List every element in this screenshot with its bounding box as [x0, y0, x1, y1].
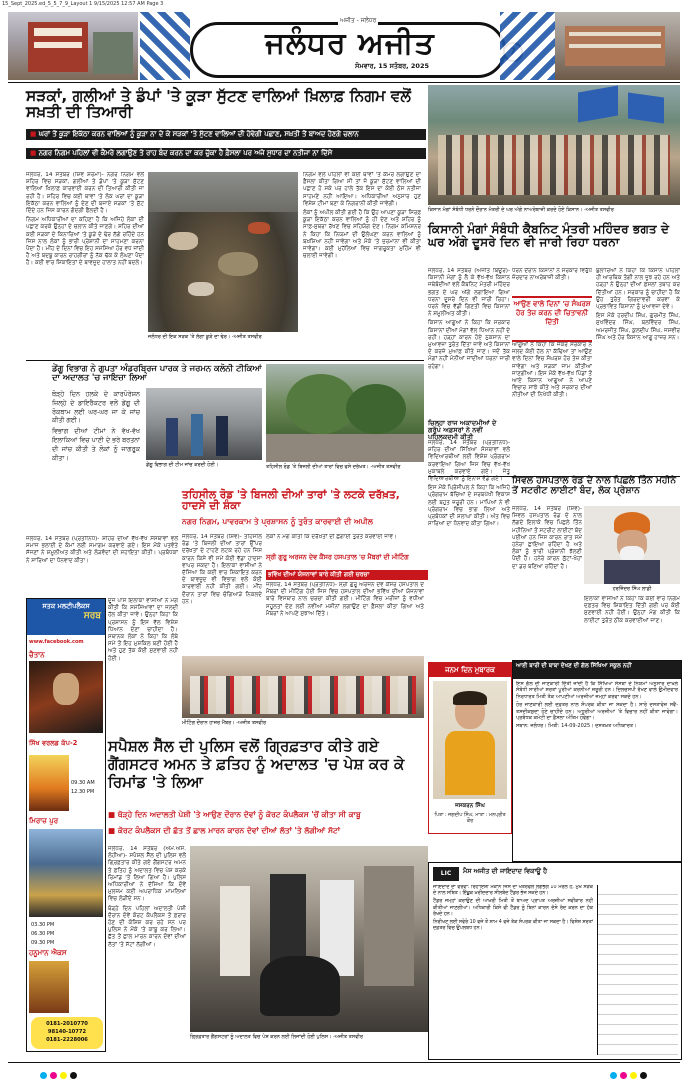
cinema-website[interactable]: www.facebook.com	[29, 639, 84, 645]
lead-bottom-rule	[26, 360, 424, 361]
movie-title-1: ਚੈਤਾਨ	[29, 651, 45, 659]
masthead-tagline: ਅਜੀਤ - ਜਲੰਧਰ	[340, 17, 377, 24]
register-mark-magenta	[50, 1072, 57, 1079]
masthead-date: ਸੋਮਵਾਰ, 15 ਸਤੰਬਰ, 2025	[355, 62, 430, 70]
cinema-ad-header: ਸਤਕ ਮਲਟੀਪਲੈਕਸ ਸਰਬ	[27, 599, 105, 635]
gangster-headline: ਸਪੈਸ਼ਲ ਸੈੱਲ ਦੀ ਪੁਲਿਸ ਵਲੋਂ ਗ੍ਰਿਫ਼ਤਾਰ ਕੀਤੇ ਗਏ ਗੈਂਗਸਟਰ ਅਮਨ ਤੇ ਫ਼ਤਿਹ ਨੂੰ ਅਦਾਲਤ 'ਚ ਪੇਸ਼ ਕਰ ਕੇ ਰਿਮਾਂਡ 'ਤੇ ਲਿਆ	[108, 737, 405, 791]
protest-photo	[428, 85, 680, 205]
protest-photo-caption: ਕਿਸਾਨ ਮੰਗਾਂ ਸੰਬੰਧੀ ਧਰਨੇ ਦੌਰਾਨ ਮੰਤਰੀ ਦੇ ਘਰ ਅੱਗੇ ਨਾਅਰੇਬਾਜ਼ੀ ਕਰਦੇ ਹੋਏ ਕਿਸਾਨ। -ਅਜੀਤ ਤਸਵੀਰ	[428, 207, 614, 213]
portrait-caption: ਹਰਜਿੰਦਰ ਸਿੰਘ ਲਾਡੀ	[612, 586, 652, 592]
electric-column: ਜਲੰਧਰ, 14 ਸਤੰਬਰ (ਸ਼ਿਵ)- ਤਹਿਸੀਲ ਰੋਡ 'ਤੇ ਬਿਜਲੀ ਦੀਆਂ ਤਾਰਾਂ ਉੱਪਰ ਦਰੱਖ਼ਤਾਂ ਦੇ ਟਾਹਣੇ ਲਟਕ ਰਹੇ ਹਨ ਜਿਸ ਕਾਰਨ ਕਿਸੇ ਵੀ ਸਮੇਂ ਕੋਈ ਵੱਡਾ ਹਾਦਸਾ ਵਾਪਰ ਸਕਦਾ ਹੈ। ਇਲਾਕਾ ਵਾਸੀਆਂ ਨੇ ਦੱਸਿਆ ਕਿ ਕਈ ਵਾਰ ਸ਼ਿਕਾਇਤ ਕਰਨ ਦੇ ਬਾਵਜੂਦ ਵੀ ਵਿਭਾਗ ਵਲੋਂ ਕੋਈ ਕਾਰਵਾਈ ਨਹੀਂ ਕੀਤੀ ਗਈ। ਮੀਂਹ ਦੌਰਾਨ ਤਾਰਾਂ ਵਿਚ ਚੰਗਿਆੜੇ ਨਿਕਲਦੇ ਹਨ।	[182, 534, 262, 605]
birthday-caption: ਜਸਕਰਨ ਸਿੰਘ	[455, 803, 485, 809]
movie-title-2: ਸਿੱਖ ਵਰਲਡ ਕੱਪ-2	[29, 739, 78, 747]
streetlight-column-2: ਇਲਾਕਾ ਵਾਸੀਆਂ ਨੇ ਕਿਹਾ ਕਿ ਕਈ ਵਾਰ ਨਿਗਮ ਦਫ਼ਤਰ ਵਿਚ ਸ਼ਿਕਾਇਤ ਦਿੱਤੀ ਗਈ ਪਰ ਕੋਈ ਸੁਣਵਾਈ ਨਹੀਂ ਹੋਈ। ਉਨ੍ਹਾਂ ਮੰਗ ਕੀਤੀ ਕਿ ਲਾਈਟਾਂ ਤੁਰੰਤ ਠੀਕ ਕਰਵਾਈਆਂ ਜਾਣ।	[584, 596, 680, 624]
register-mark-yellow-r	[630, 1072, 637, 1079]
register-mark-yellow	[60, 1072, 67, 1079]
notice-box	[512, 660, 682, 862]
brief-headline-right: ਚਿਲ੍ਹਾ ਰਾਜ ਅਕਾਦਮੀਆਂ ਦੇ ਗਰੁੱਪ ਅਫ਼ਸਰਾਂ ਨੇ ਨਵੀਂ ਪਹਿਲਕਦਮੀ ਕੀਤੀ	[428, 419, 497, 441]
movie-poster-4	[29, 961, 69, 1013]
hospital-subhead: ਭਵਿੱਖ ਦੀਆਂ ਯੋਜਨਾਵਾਂ ਬਾਰੇ ਕੀਤੀ ਗਈ ਚਰਚਾ	[266, 570, 428, 580]
electric-subhead: ਨਗਰ ਨਿਗਮ, ਪਾਵਰਕਾਮ ਤੇ ਪ੍ਰਸ਼ਾਸਨ ਨੂੰ ਤੁਰੰਤ ਕਾਰਵਾਈ ਦੀ ਅਪੀਲ	[182, 517, 373, 526]
left-column-2: ਦੂਜੇ ਪਾਸੇ ਇਲਾਕਾ ਵਾਸੀਆਂ ਨੇ ਮੰਗ ਕੀਤੀ ਕਿ ਸਮੱਸਿਆਵਾਂ ਦਾ ਜਲਦੀ ਹੱਲ ਕੀਤਾ ਜਾਵੇ। ਉਨ੍ਹਾਂ ਕਿਹਾ ਕਿ ਪ੍ਰਸ਼ਾਸਨ ਨੂੰ ਇਸ ਵੱਲ ਵਿਸ਼ੇਸ਼ ਧਿਆਨ ਦੇਣਾ ਚਾਹੀਦਾ ਹੈ। ਸਥਾਨਕ ਲੋਕਾਂ ਨੇ ਕਿਹਾ ਕਿ ਲੰਬੇ ਸਮੇਂ ਤੋਂ ਇਹ ਮੁਸ਼ਕਿਲ ਬਣੀ ਹੋਈ ਹੈ ਅਤੇ ਹੁਣ ਤੱਕ ਕੋਈ ਸੁਣਵਾਈ ਨਹੀਂ ਹੋਈ।	[108, 598, 178, 662]
hospital-headline: ਸ੍ਰੀ ਗੁਰੂ ਅਰਜਨ ਦੇਵ ਕੈਂਸਰ ਹਸਪਤਾਲ 'ਚ ਮੈਂਬਰਾਂ ਦੀ ਮੀਟਿੰਗ	[266, 553, 409, 561]
electric-headline: ਤਹਿਸੀਲ ਰੋਡ 'ਤੇ ਬਿਜਲੀ ਦੀਆਂ ਤਾਰਾਂ 'ਤੇ ਲਟਕੇ ਦਰੱਖ਼ਤ, ਹਾਦਸੇ ਦੀ ਸ਼ੰਕਾ	[182, 489, 400, 513]
gangster-photo-caption: ਗ੍ਰਿਫ਼ਤਾਰ ਗੈਂਗਸਟਰਾਂ ਨੂੰ ਅਦਾਲਤ ਵਿਚ ਪੇਸ਼ ਕਰਨ ਲਈ ਲਿਜਾਂਦੀ ਹੋਈ ਪੁਲਿਸ। -ਅਜੀਤ ਤਸਵੀਰ	[190, 1034, 363, 1040]
electric-column-2: ਲੋਕਾਂ ਨੇ ਮੰਗ ਕੀਤੀ ਕਿ ਦਰੱਖ਼ਤਾਂ ਦੀ ਛੰਗਾਈ ਤੁਰੰਤ ਕਰਵਾਈ ਜਾਵੇ।	[266, 534, 397, 540]
farmer-headline: ਕਿਸਾਨੀ ਮੰਗਾਂ ਸੰਬੰਧੀ ਕੈਬਨਿਟ ਮੰਤਰੀ ਮਹਿੰਦਰ ਭਗਤ ਦੇ ਘਰ ਅੱਗੇ ਦੂਸਰੇ ਦਿਨ ਵੀ ਜਾਰੀ ਰਿਹਾ ਧਰਨਾ	[428, 222, 670, 249]
movie-poster-2	[29, 755, 69, 811]
property-ad	[428, 862, 682, 1060]
streetlight-headline: ਸਿਵਲ ਹਸਪਤਾਲ ਰੋਡ ਦੇ ਨਾਲ ਪਿਛਲੇ ਤਿੰਨ ਮਹੀਨੇ ਤੋਂ ਸਟਰੀਟ ਲਾਈਟਾਂ ਬੰਦ, ਲੋਕ ਪ੍ਰੇਸ਼ਾਨ	[512, 475, 677, 496]
movie-poster-3	[29, 829, 103, 917]
portrait-photo	[584, 506, 680, 584]
masthead-left-photo	[8, 12, 138, 80]
movie-poster-1	[29, 661, 103, 733]
dengue-headline: ਡੇਂਗੂ ਵਿਭਾਗ ਨੇ ਗੁਪਤਾ ਅੰਡਰਬ੍ਰਿਜ ਪਾਰਕ ਤੇ ਜਰਮਨ ਕਲੋਨੀ ਟੀਕਿਆਂ ਦਾ ਅਦਾਲਤ 'ਚ ਜਾਇਜ਼ਾ ਲਿਆ	[52, 363, 262, 382]
property-ad-text: ਜਾਇਦਾਦ ਦਾ ਵੇਰਵਾ: ਰਿਹਾਇਸ਼ੀ ਮਕਾਨ ਜਿਸ ਦਾ ਖੇਤਰਫਲ ਲਗਭਗ 10 ਮਰਲੇ ਹੈ, ਮੁੱਖ ਸੜਕ ਦੇ ਨਾਲ ਸਥਿਤ। ਇੱਛੁਕ ਖ਼ਰੀਦਦਾਰ ਸੀਲਬੰਦ ਟੈਂਡਰ ਭੇਜ ਸਕਦੇ ਹਨ। ਟੈਂਡਰ ਜਮ੍ਹਾਂ ਕਰਾਉਣ ਦੀ ਆਖ਼ਰੀ ਮਿਤੀ ਤੋਂ ਬਾਅਦ ਪ੍ਰਾਪਤ ਅਰਜ਼ੀਆਂ ਸਵੀਕਾਰ ਨਹੀਂ ਕੀਤੀਆਂ ਜਾਣਗੀਆਂ। ਅਧਿਕਾਰੀ ਕਿਸੇ ਵੀ ਟੈਂਡਰ ਨੂੰ ਬਿਨਾਂ ਕਾਰਨ ਦੱਸੇ ਰੱਦ ਕਰਨ ਦਾ ਹੱਕ ਰੱਖਦੇ ਹਨ। ਨਿਰੀਖਣ ਲਈ ਸਵੇਰੇ 10 ਵਜੇ ਤੋਂ ਸ਼ਾਮ 4 ਵਜੇ ਤੱਕ ਸੰਪਰਕ ਕੀਤਾ ਜਾ ਸਕਦਾ ਹੈ। ਵਿਸ਼ੇਸ਼ ਸ਼ਰਤਾਂ ਦਫ਼ਤਰ ਵਿਚ ਉਪਲਬਧ ਹਨ।	[433, 885, 593, 932]
showtimes-2: 03.30 PM 06.30 PM 09.30 PM	[31, 922, 55, 946]
group-photo	[182, 656, 424, 718]
lead-bullet-1: ■ ਘਰਾਂ ਤੋਂ ਕੂੜਾ ਇਕੱਠਾ ਕਰਨ ਵਾਲਿਆਂ ਨੂੰ ਕੂੜਾ ਨਾ ਦੇ ਕੇ ਸੜਕਾਂ 'ਤੇ ਸੁੱਟਣ ਵਾਲਿਆਂ ਦੀ ਹੋਵੇਗੀ ਪਛਾਣ, ਸਖ਼ਤੀ ਤੋਂ ਬਾਅਦ ਹੋਣਗੇ ਚਲਾਨ	[26, 129, 426, 140]
gangster-bullet-1: ■ ਥੋੜ੍ਹੇ ਦਿਨ ਅਦਾਲਤੀ ਪੇਸ਼ੀ 'ਤੇ ਆਉਣ ਦੌਰਾਨ ਦੋਵਾਂ ਨੂੰ ਕੋਰਟ ਕੰਪਲੈਕਸ 'ਚੋਂ ਕੀਤਾ ਸੀ ਕਾਬੂ	[108, 810, 361, 819]
property-ad-table	[597, 885, 678, 1055]
dengue-photo	[146, 388, 262, 460]
property-ad-title: ਮੈਸ ਅਜੀਤ ਦੀ ਜਾਇਦਾਦ ਵਿਕਾਊ ਹੈ	[463, 867, 548, 875]
lead-headline: ਸੜਕਾਂ, ਗਲੀਆਂ ਤੇ ਡੰਪਾਂ 'ਤੇ ਕੂੜਾ ਸੁੱਟਣ ਵਾਲਿਆਂ ਖ਼ਿਲਾਫ਼ ਨਿਗਮ ਵਲੋਂ ਸਖ਼ਤੀ ਦੀ ਤਿਆਰੀ	[26, 87, 411, 122]
right-brief-column: ਜਲੰਧਰ, 14 ਸਤੰਬਰ (ਪ੍ਰਤੀਨਿਧ)- ਸ਼ਹਿਰ ਦੀਆਂ ਸਿੱਖਿਆ ਸੰਸਥਾਵਾਂ ਵਲੋਂ ਵਿਦਿਆਰਥੀਆਂ ਲਈ ਵਿਸ਼ੇਸ਼ ਪ੍ਰੋਗਰਾਮ ਕਰਵਾਇਆ ਗਿਆ ਜਿਸ ਵਿਚ ਵੱਖ-ਵੱਖ ਮੁਕਾਬਲੇ ਕਰਵਾਏ ਗਏ। ਜੇਤੂ ਵਿਦਿਆਰਥੀਆਂ ਨੂੰ ਇਨਾਮ ਵੰਡੇ ਗਏ। ਇਸ ਮੌਕੇ ਪ੍ਰਿੰਸੀਪਲ ਨੇ ਕਿਹਾ ਕਿ ਅਜਿਹੇ ਪ੍ਰੋਗਰਾਮ ਬੱਚਿਆਂ ਦੇ ਸਰਬਪੱਖੀ ਵਿਕਾਸ ਲਈ ਬਹੁਤ ਜ਼ਰੂਰੀ ਹਨ। ਮਾਪਿਆਂ ਨੇ ਵੀ ਪ੍ਰੋਗਰਾਮ ਵਿਚ ਭਾਗ ਲਿਆ ਅਤੇ ਪ੍ਰਬੰਧਕਾਂ ਦੀ ਸ਼ਲਾਘਾ ਕੀਤੀ। ਅੰਤ ਵਿਚ ਸਾਰਿਆਂ ਦਾ ਧੰਨਵਾਦ ਕੀਤਾ ਗਿਆ।	[428, 440, 510, 528]
footer-rule	[8, 1062, 680, 1063]
lead-column-1: ਜਲੰਧਰ, 14 ਸਤੰਬਰ (ਸ਼ਿਵ ਸ਼ਰਮਾ)- ਨਗਰ ਨਿਗਮ ਵਲੋਂ ਸ਼ਹਿਰ ਵਿਚ ਸੜਕਾਂ, ਗਲੀਆਂ ਤੇ ਡੰਪਾਂ 'ਤੇ ਕੂੜਾ ਸੁੱਟਣ ਵਾਲਿਆਂ ਖ਼ਿਲਾਫ਼ ਕਾਰਵਾਈ ਕਰਨ ਦੀ ਤਿਆਰੀ ਕੀਤੀ ਜਾ ਰਹੀ ਹੈ। ਸ਼ਹਿਰ ਵਿਚ ਕਈ ਥਾਵਾਂ 'ਤੇ ਲੋਕ ਘਰਾਂ ਦਾ ਕੂੜਾ ਇਕੱਠਾ ਕਰਨ ਵਾਲਿਆਂ ਨੂੰ ਦੇਣ ਦੀ ਬਜਾਏ ਸੜਕਾਂ 'ਤੇ ਸੁੱਟ ਦਿੰਦੇ ਹਨ ਜਿਸ ਕਾਰਨ ਗੰਦਗੀ ਫੈਲਦੀ ਹੈ। ਨਿਗਮ ਅਧਿਕਾਰੀਆਂ ਦਾ ਕਹਿਣਾ ਹੈ ਕਿ ਅਜਿਹੇ ਲੋਕਾਂ ਦੀ ਪਛਾਣ ਕਰਕੇ ਉਨ੍ਹਾਂ ਦੇ ਚਲਾਨ ਕੀਤੇ ਜਾਣਗੇ। ਸ਼ਹਿਰ ਦੀਆਂ ਕਈ ਸੜਕਾਂ ਦੇ ਕਿਨਾਰਿਆਂ 'ਤੇ ਕੂੜੇ ਦੇ ਢੇਰ ਲੱਗੇ ਰਹਿੰਦੇ ਹਨ ਜਿਸ ਨਾਲ ਲੋਕਾਂ ਨੂੰ ਭਾਰੀ ਪ੍ਰੇਸ਼ਾਨੀ ਦਾ ਸਾਹਮਣਾ ਕਰਨਾ ਪੈਂਦਾ ਹੈ। ਮੀਂਹ ਦੇ ਦਿਨਾਂ ਵਿਚ ਇਹ ਸਮੱਸਿਆ ਹੋਰ ਵਧ ਜਾਂਦੀ ਹੈ ਅਤੇ ਬਦਬੂ ਕਾਰਨ ਰਾਹਗੀਰਾਂ ਨੂੰ ਨੱਕ ਢੱਕ ਕੇ ਲੰਘਣਾ ਪੈਂਦਾ ਹੈ। ਕਈ ਵਾਰ ਸ਼ਿਕਾਇਤਾਂ ਦੇ ਬਾਵਜੂਦ ਹਾਲਾਤ ਨਹੀਂ ਬਦਲੇ।	[26, 172, 144, 267]
notice-header: ਆਈ ਬਾਰੀ ਦੀ ਬਾਬਾ ਦੇਖਣ ਦੀ ਗੱਲ ਸਿੱਖਿਆ ਸਕੂਲ ਨਹੀਂ	[513, 661, 681, 679]
birthday-title: ਜਨਮ ਦਿਨ ਮੁਬਾਰਕ	[429, 663, 511, 677]
lead-column-3: ਨਿਗਮ ਵਲੋਂ ਪਹਿਲਾਂ ਵੀ ਕਈ ਥਾਵਾਂ 'ਤੇ ਕੈਮਰੇ ਲਗਾਉਣ ਦਾ ਫ਼ੈਸਲਾ ਕੀਤਾ ਗਿਆ ਸੀ ਤਾਂ ਜੋ ਕੂੜਾ ਸੁੱਟਣ ਵਾਲਿਆਂ ਦੀ ਪਛਾਣ ਹੋ ਸਕੇ ਪਰ ਹਾਲੇ ਤੱਕ ਇਸ ਦਾ ਕੋਈ ਠੋਸ ਨਤੀਜਾ ਸਾਹਮਣੇ ਨਹੀਂ ਆਇਆ। ਅਧਿਕਾਰੀਆਂ ਅਨੁਸਾਰ ਹੁਣ ਵਿਸ਼ੇਸ਼ ਟੀਮਾਂ ਬਣਾ ਕੇ ਨਿਗਰਾਨੀ ਕੀਤੀ ਜਾਵੇਗੀ। ਲੋਕਾਂ ਨੂੰ ਅਪੀਲ ਕੀਤੀ ਗਈ ਹੈ ਕਿ ਉਹ ਆਪਣਾ ਕੂੜਾ ਸਿਰਫ਼ ਕੂੜਾ ਇਕੱਠਾ ਕਰਨ ਵਾਲਿਆਂ ਨੂੰ ਹੀ ਦੇਣ ਅਤੇ ਸ਼ਹਿਰ ਨੂੰ ਸਾਫ਼-ਸੁਥਰਾ ਰੱਖਣ ਵਿਚ ਸਹਿਯੋਗ ਦੇਣ। ਨਿਗਮ ਕਮਿਸ਼ਨਰ ਨੇ ਕਿਹਾ ਕਿ ਨਿਯਮਾਂ ਦੀ ਉਲੰਘਣਾ ਕਰਨ ਵਾਲਿਆਂ ਨੂੰ ਬਖ਼ਸ਼ਿਆ ਨਹੀਂ ਜਾਵੇਗਾ ਅਤੇ ਮੌਕੇ 'ਤੇ ਜੁਰਮਾਨਾ ਵੀ ਕੀਤਾ ਜਾਵੇਗਾ। ਕਈ ਮੁਹੱਲਿਆਂ ਵਿਚ ਜਾਗਰੂਕਤਾ ਮੁਹਿੰਮ ਵੀ ਚਲਾਈ ਜਾਵੇਗੀ।	[303, 172, 421, 260]
dengue-photo-caption: ਡੇਂਗੂ ਵਿਭਾਗ ਦੀ ਟੀਮ ਜਾਂਚ ਕਰਦੀ ਹੋਈ।	[146, 462, 219, 468]
masthead-rule	[8, 82, 680, 83]
masthead-pattern-right	[500, 12, 555, 80]
group-photo-caption: ਮੀਟਿੰਗ ਦੌਰਾਨ ਹਾਜ਼ਰ ਮੈਂਬਰ। -ਅਜੀਤ ਤਸਵੀਰ	[182, 720, 267, 726]
masthead-pattern-left	[140, 12, 190, 80]
birthday-box	[428, 662, 512, 834]
gangster-photo	[190, 846, 428, 1032]
lead-bullet-2: ■ ਨਗਰ ਨਿਗਮ ਪਹਿਲਾਂ ਵੀ ਕੈਮਰੇ ਲਗਾਉਣ ਤੇ ਰਾਹ ਬੰਦ ਕਰਨ ਦਾ ਕਰ ਚੁੱਕਾ ਹੈ ਫ਼ੈਸਲਾ ਪਰ ਅਜੇ ਸੁਧਾਰ ਦਾ ਨਤੀਜਾ ਨਾ ਦਿੱਸੇ	[26, 148, 426, 159]
birthday-photo	[433, 681, 507, 799]
gangster-column-1: ਜਲੰਧਰ, 14 ਸਤੰਬਰ (ਐਮ.ਐਸ. ਲੋਹੀਆ)- ਸਪੈਸ਼ਲ ਸੈੱਲ ਦੀ ਪੁਲਿਸ ਵਲੋਂ ਗ੍ਰਿਫ਼ਤਾਰ ਕੀਤੇ ਗਏ ਗੈਂਗਸਟਰ ਅਮਨ ਤੇ ਫ਼ਤਿਹ ਨੂੰ ਅਦਾਲਤ ਵਿਚ ਪੇਸ਼ ਕਰਕੇ ਰਿਮਾਂਡ 'ਤੇ ਲਿਆ ਗਿਆ ਹੈ। ਪੁਲਿਸ ਅਧਿਕਾਰੀਆਂ ਨੇ ਦੱਸਿਆ ਕਿ ਦੋਵੇਂ ਮੁਲਜ਼ਮ ਕਈ ਅਪਰਾਧਿਕ ਮਾਮਲਿਆਂ ਵਿਚ ਲੋੜੀਂਦੇ ਸਨ। ਥੋੜ੍ਹੇ ਦਿਨ ਪਹਿਲਾਂ ਅਦਾਲਤੀ ਪੇਸ਼ੀ ਦੌਰਾਨ ਦੋਵੇਂ ਕੋਰਟ ਕੰਪਲੈਕਸ ਤੋਂ ਫ਼ਰਾਰ ਹੋਣ ਦੀ ਕੋਸ਼ਿਸ਼ ਕਰ ਰਹੇ ਸਨ ਪਰ ਪੁਲਿਸ ਨੇ ਮੌਕੇ 'ਤੇ ਕਾਬੂ ਕਰ ਲਿਆ। ਛੱਤ ਤੋਂ ਛਾਲ ਮਾਰਨ ਕਾਰਨ ਦੋਵਾਂ ਦੀਆਂ ਲੱਤਾਂ 'ਤੇ ਸੱਟਾਂ ਲੱਗੀਆਂ।	[108, 846, 186, 948]
masthead-title: ਜਲੰਧਰ ਅਜੀਤ	[265, 26, 435, 61]
register-mark-cyan	[40, 1072, 47, 1079]
property-ad-logo: LIC	[433, 867, 459, 881]
masthead-right-photo	[555, 12, 680, 80]
slug-line: 15_Sept_2025.ed_5_5_7_9_Layout 1 9/15/2025 12:57 AM Page 3	[2, 1, 164, 7]
register-mark-black-r	[640, 1072, 647, 1079]
gangster-bullet-2: ■ ਕੋਰਟ ਕੰਪਲੈਕਸ ਦੀ ਛੱਤ ਤੋਂ ਛਾਲ ਮਾਰਨ ਕਾਰਨ ਦੋਵਾਂ ਦੀਆਂ ਲੱਤਾਂ 'ਤੇ ਲੱਗੀਆਂ ਸੱਟਾਂ	[108, 826, 341, 835]
farmer-column-1: ਜਲੰਧਰ, 14 ਸਤੰਬਰ (ਅਜੀਤ ਬਿਊਰੋ)- ਕਿਸਾਨੀ ਮੰਗਾਂ ਨੂੰ ਲੈ ਕੇ ਵੱਖ-ਵੱਖ ਕਿਸਾਨ ਜਥੇਬੰਦੀਆਂ ਵਲੋਂ ਕੈਬਨਿਟ ਮੰਤਰੀ ਮਹਿੰਦਰ ਭਗਤ ਦੇ ਘਰ ਅੱਗੇ ਲਗਾਇਆ ਗਿਆ ਧਰਨਾ ਦੂਸਰੇ ਦਿਨ ਵੀ ਜਾਰੀ ਰਿਹਾ। ਧਰਨੇ ਵਿਚ ਵੱਡੀ ਗਿਣਤੀ ਵਿਚ ਕਿਸਾਨਾਂ ਨੇ ਸ਼ਮੂਲੀਅਤ ਕੀਤੀ। ਕਿਸਾਨ ਆਗੂਆਂ ਨੇ ਕਿਹਾ ਕਿ ਸਰਕਾਰ ਕਿਸਾਨਾਂ ਦੀਆਂ ਮੰਗਾਂ ਵੱਲ ਧਿਆਨ ਨਹੀਂ ਦੇ ਰਹੀ। ਹੜ੍ਹਾਂ ਕਾਰਨ ਹੋਏ ਨੁਕਸਾਨ ਦਾ ਮੁਆਵਜ਼ਾ ਤੁਰੰਤ ਦਿੱਤਾ ਜਾਵੇ ਅਤੇ ਕਿਸਾਨਾਂ ਦੇ ਕਰਜ਼ੇ ਮੁਆਫ਼ ਕੀਤੇ ਜਾਣ। ਜਦੋਂ ਤੱਕ ਮੰਗਾਂ ਨਹੀਂ ਮੰਨੀਆਂ ਜਾਂਦੀਆਂ ਧਰਨਾ ਜਾਰੀ ਰਹੇਗਾ।	[428, 268, 510, 370]
hospital-column: ਜਲੰਧਰ, 14 ਸਤੰਬਰ (ਪ੍ਰਤੀਨਿਧ)- ਸ੍ਰੀ ਗੁਰੂ ਅਰਜਨ ਦੇਵ ਕੈਂਸਰ ਹਸਪਤਾਲ ਦੇ ਮੈਂਬਰਾਂ ਦੀ ਮੀਟਿੰਗ ਹੋਈ ਜਿਸ ਵਿਚ ਹਸਪਤਾਲ ਦੀਆਂ ਭਵਿੱਖ ਦੀਆਂ ਯੋਜਨਾਵਾਂ ਬਾਰੇ ਵਿਸਥਾਰ ਨਾਲ ਚਰਚਾ ਕੀਤੀ ਗਈ। ਮੀਟਿੰਗ ਵਿਚ ਮਰੀਜ਼ਾਂ ਨੂੰ ਵਧੀਆ ਸਹੂਲਤਾਂ ਦੇਣ ਲਈ ਨਵੀਆਂ ਮਸ਼ੀਨਾਂ ਲਗਾਉਣ ਦਾ ਫ਼ੈਸਲਾ ਕੀਤਾ ਗਿਆ ਅਤੇ ਮੈਂਬਰਾਂ ਨੇ ਆਪਣੇ ਸੁਝਾਅ ਦਿੱਤੇ।	[266, 582, 424, 617]
register-mark-magenta-r	[620, 1072, 627, 1079]
farmer-column-2b: ਆਗੂਆਂ ਨੇ ਕਿਹਾ ਕਿ ਜੇਕਰ ਸਰਕਾਰ ਨੇ ਜਲਦ ਕੋਈ ਹੱਲ ਨਾ ਕੱਢਿਆ ਤਾਂ ਆਉਣ ਵਾਲੇ ਦਿਨਾਂ ਵਿਚ ਸੰਘਰਸ਼ ਹੋਰ ਤੇਜ਼ ਕੀਤਾ ਜਾਵੇਗਾ ਅਤੇ ਸੜਕਾਂ ਜਾਮ ਕੀਤੀਆਂ ਜਾਣਗੀਆਂ। ਇਸ ਮੌਕੇ ਵੱਖ-ਵੱਖ ਪਿੰਡਾਂ ਤੋਂ ਆਏ ਕਿਸਾਨ ਆਗੂਆਂ ਨੇ ਆਪਣੇ ਵਿਚਾਰ ਸਾਂਝੇ ਕੀਤੇ ਅਤੇ ਸਰਕਾਰ ਦੀਆਂ ਨੀਤੀਆਂ ਦੀ ਨਿਖੇਧੀ ਕੀਤੀ।	[512, 342, 592, 399]
movie-title-3: ਮਿਰਾਜ਼ ਪੁਰ	[29, 817, 59, 825]
garbage-photo-caption: ਜਲੰਧਰ ਦੀ ਇਕ ਸੜਕ 'ਤੇ ਲੱਗਾ ਕੂੜੇ ਦਾ ਢੇਰ। -ਅਜੀਤ ਤਸਵੀਰ	[148, 334, 262, 340]
tree-photo	[266, 364, 424, 462]
movie-title-4: ਹਨੂਮਾਨ ਐਕਸ	[29, 949, 67, 957]
cinema-phones: 0181-2010770 98140-10772 0181-2228006	[31, 1017, 103, 1049]
cinema-ad	[26, 598, 106, 1052]
farmer-column-3: ਬੁਲਾਰਿਆਂ ਨੇ ਕਿਹਾ ਕਿ ਕਿਸਾਨ ਪਹਿਲਾਂ ਹੀ ਆਰਥਿਕ ਤੰਗੀ ਨਾਲ ਜੂਝ ਰਹੇ ਹਨ ਅਤੇ ਹੜ੍ਹਾਂ ਨੇ ਉਨ੍ਹਾਂ ਦੀਆਂ ਫ਼ਸਲਾਂ ਤਬਾਹ ਕਰ ਦਿੱਤੀਆਂ ਹਨ। ਸਰਕਾਰ ਨੂੰ ਚਾਹੀਦਾ ਹੈ ਕਿ ਉਹ ਤੁਰੰਤ ਗਿਰਦਾਵਰੀ ਕਰਵਾ ਕੇ ਪ੍ਰਭਾਵਿਤ ਕਿਸਾਨਾਂ ਨੂੰ ਮੁਆਵਜ਼ਾ ਦੇਵੇ। ਇਸ ਮੌਕੇ ਹਰਦੀਪ ਸਿੰਘ, ਗੁਰਮੀਤ ਸਿੰਘ, ਸੁਖਵਿੰਦਰ ਸਿੰਘ, ਬਲਵਿੰਦਰ ਸਿੰਘ, ਅਮਰਜੀਤ ਸਿੰਘ, ਕੁਲਦੀਪ ਸਿੰਘ, ਜਸਵੀਰ ਸਿੰਘ ਅਤੇ ਹੋਰ ਕਿਸਾਨ ਆਗੂ ਹਾਜ਼ਰ ਸਨ।	[596, 268, 680, 341]
farmer-column-2: ਧਰਨੇ ਦੌਰਾਨ ਕਿਸਾਨਾਂ ਨੇ ਸਰਕਾਰ ਵਿਰੁੱਧ ਜ਼ੋਰਦਾਰ ਨਾਅਰੇਬਾਜ਼ੀ ਕੀਤੀ।	[512, 268, 592, 282]
left-brief-column: ਜਲੰਧਰ, 14 ਸਤੰਬਰ (ਪ੍ਰਤੀਨਿਧ)- ਸ਼ਹਿਰ ਦੀਆਂ ਵੱਖ-ਵੱਖ ਸੰਸਥਾਵਾਂ ਵਲੋਂ ਸਮਾਜ ਭਲਾਈ ਦੇ ਕੰਮਾਂ ਲਈ ਸਮਾਗਮ ਕਰਵਾਏ ਗਏ। ਇਸ ਮੌਕੇ ਪਤਵੰਤੇ ਸੱਜਣਾਂ ਨੇ ਸ਼ਮੂਲੀਅਤ ਕੀਤੀ ਅਤੇ ਲੋੜਵੰਦਾਂ ਦੀ ਸਹਾਇਤਾ ਕੀਤੀ। ਪ੍ਰਬੰਧਕਾਂ ਨੇ ਸਾਰਿਆਂ ਦਾ ਧੰਨਵਾਦ ਕੀਤਾ।	[26, 536, 178, 564]
register-mark-cyan-r	[610, 1072, 617, 1079]
garbage-photo	[148, 172, 298, 332]
notice-text: ਇਸ ਗੱਲ ਦੀ ਜਾਣਕਾਰੀ ਦਿੱਤੀ ਜਾਂਦੀ ਹੈ ਕਿ ਸਿੱਖਿਆ ਸੰਸਥਾ ਦੇ ਨਿਯਮਾਂ ਅਨੁਸਾਰ ਦਾਖ਼ਲੇ ਸੰਬੰਧੀ ਸਾਰੀਆਂ ਸ਼ਰਤਾਂ ਪੂਰੀਆਂ ਕਰਨੀਆਂ ਜ਼ਰੂਰੀ ਹਨ। ਦਿਲਚਸਪੀ ਰੱਖਣ ਵਾਲੇ ਉਮੀਦਵਾਰ ਨਿਰਧਾਰਤ ਮਿਤੀ ਤੱਕ ਆਪਣੀਆਂ ਅਰਜ਼ੀਆਂ ਜਮ੍ਹਾਂ ਕਰਵਾ ਸਕਦੇ ਹਨ। ਹੋਰ ਜਾਣਕਾਰੀ ਲਈ ਦਫ਼ਤਰ ਨਾਲ ਸੰਪਰਕ ਕੀਤਾ ਜਾ ਸਕਦਾ ਹੈ। ਸਾਰੇ ਦਸਤਾਵੇਜ਼ ਸਵੈ-ਤਸਦੀਕਸ਼ੁਦਾ ਹੋਣੇ ਚਾਹੀਦੇ ਹਨ। ਅਧੂਰੀਆਂ ਅਰਜ਼ੀਆਂ 'ਤੇ ਵਿਚਾਰ ਨਹੀਂ ਕੀਤਾ ਜਾਵੇਗਾ। ਪ੍ਰਬੰਧਕ ਕਮੇਟੀ ਦਾ ਫ਼ੈਸਲਾ ਅੰਤਿਮ ਹੋਵੇਗਾ। ਸਥਾਨ: ਜਲੰਧਰ। ਮਿਤੀ: 14-09-2025। ਦਸਤਖ਼ਤ ਅਧਿਕਾਰਤ।	[516, 681, 678, 730]
dengue-column: ਥੋੜ੍ਹੇ ਦਿਨ ਹਲਕੇ ਦੇ ਕਾਰਪੋਰੇਸ਼ਨ ਜ਼ਿਲ੍ਹੇ ਦੇ ਡਾਇਰੈਕਟਰ ਵਲੋਂ ਡੇਂਗੂ ਦੀ ਰੋਕਥਾਮ ਲਈ ਘਰ-ਘਰ ਜਾ ਕੇ ਜਾਂਚ ਕੀਤੀ ਗਈ। ਵਿਭਾਗ ਦੀਆਂ ਟੀਮਾਂ ਨੇ ਵੱਖ-ਵੱਖ ਇਲਾਕਿਆਂ ਵਿਚ ਪਾਣੀ ਦੇ ਭਰੇ ਬਰਤਨਾਂ ਦੀ ਜਾਂਚ ਕੀਤੀ ਤੇ ਲੋਕਾਂ ਨੂੰ ਜਾਗਰੂਕ ਕੀਤਾ।	[52, 390, 140, 462]
streetlight-column: ਜਲੰਧਰ, 14 ਸਤੰਬਰ (ਸ਼ਿਵ)- ਸਿਵਲ ਹਸਪਤਾਲ ਰੋਡ ਦੇ ਨਾਲ ਲੱਗਦੇ ਇਲਾਕੇ ਵਿਚ ਪਿਛਲੇ ਤਿੰਨ ਮਹੀਨਿਆਂ ਤੋਂ ਸਟਰੀਟ ਲਾਈਟਾਂ ਬੰਦ ਪਈਆਂ ਹਨ ਜਿਸ ਕਾਰਨ ਰਾਤ ਸਮੇਂ ਹਨੇਰਾ ਛਾਇਆ ਰਹਿੰਦਾ ਹੈ ਅਤੇ ਲੋਕਾਂ ਨੂੰ ਭਾਰੀ ਪ੍ਰੇਸ਼ਾਨੀ ਝੱਲਣੀ ਪੈਂਦੀ ਹੈ। ਹਨੇਰੇ ਕਾਰਨ ਲੁੱਟਾਂ-ਖੋਹਾਂ ਦਾ ਡਰ ਬਣਿਆ ਰਹਿੰਦਾ ਹੈ।	[512, 506, 582, 570]
farmer-box: ਆਉਣ ਵਾਲੇ ਦਿਨਾਂ 'ਚ ਸੰਘਰਸ਼ ਹੋਰ ਤੇਜ਼ ਕਰਨ ਦੀ ਚਿਤਾਵਨੀ ਦਿੱਤੀ	[512, 296, 592, 342]
birthday-detail: ਪਿਤਾ : ਜਗਦੀਪ ਸਿੰਘ, ਮਾਤਾ : ਮਨਪ੍ਰੀਤ ਕੌਰ	[434, 813, 506, 824]
showtimes-1: 09.30 AM 12.30 PM	[71, 780, 95, 795]
register-mark-black	[70, 1072, 77, 1079]
tree-photo-caption: ਤਹਿਸੀਲ ਰੋਡ 'ਤੇ ਬਿਜਲੀ ਦੀਆਂ ਤਾਰਾਂ ਵਿਚ ਫਸੇ ਦਰੱਖ਼ਤ। -ਅਜੀਤ ਤਸਵੀਰ	[266, 464, 401, 470]
